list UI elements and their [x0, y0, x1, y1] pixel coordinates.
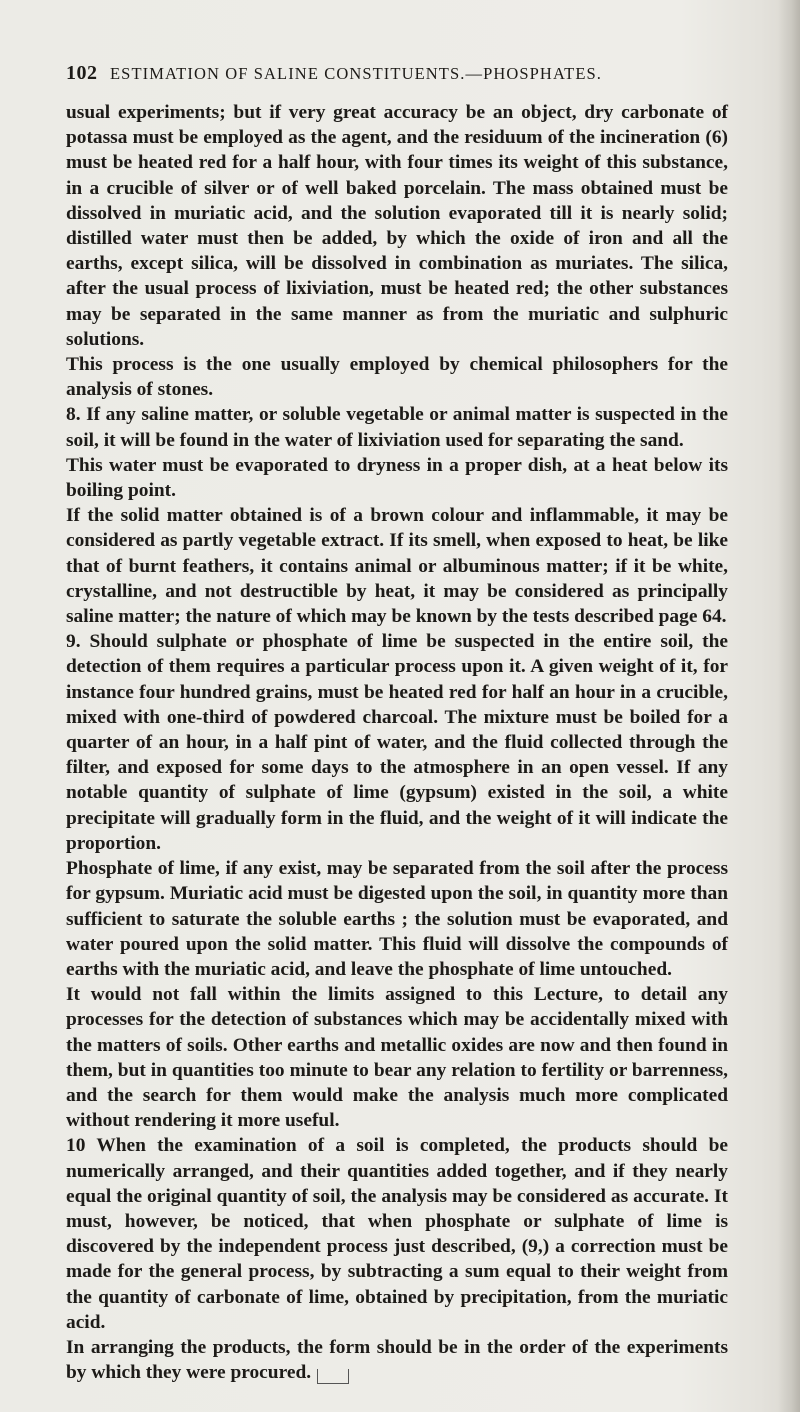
paragraph-8-saline-matter: 8. If any saline matter, or soluble vegetable or animal matter is suspected in the soil, it will be found in the water of lixiviation used for separating the sand.: [66, 404, 728, 451]
page-number: 102: [66, 62, 98, 84]
page-header: [66, 62, 726, 84]
paragraph-9-sulphate-phosphate: 9. Should sulphate or phosphate of lime be suspected in the entire soil, the detection of them requires a particular process upon it. A given weight of it, for instance four hundred grains, must be heated red for half an hour in a crucible, mixed with one-third of powdered charcoal. The mixture must be boiled for a quarter of an hour, in a half pint of water, and the fluid collected through the filter, and exposed for some days to the atmosphere in an open vessel. If any notable quantity of sulphate of lime (gypsum) existed in the soil, a white precipitate will gradually form in the fluid, and the weight of it will indicate the proportion.: [66, 631, 728, 854]
paragraph-stones-analysis: This process is the one usually employed by chemical philosophers for the analysis of stones.: [66, 354, 728, 401]
paragraph-continuation: usual experiments; but if very great accuracy be an object, dry carbonate of potassa must be employed as the agent, and the residuum of the incineration (6) must be heated red for a half hour, with four times its weight of this substance, in a crucible of silver or of well baked porcelain. The mass obtained must be dissolved in muriatic acid, and the solution evaporated till it is nearly solid; distilled water must then be added, by which the oxide of iron and all the earths, except silica, will be dissolved in combination as muriates. The silica, after the usual process of lixiviation, must be heated red; the other substances may be separated in the same manner as from the muriatic and sulphuric solutions.: [66, 102, 728, 350]
paragraph-evaporation: This water must be evaporated to dryness in a proper dish, at a heat below its boiling point.: [66, 454, 728, 502]
paragraph-10-completion: 10 When the examination of a soil is completed, the products should be numerically arranged, and their quantities added together, and if they nearly equal the original quantity of soil, the analysis may be considered as accurate. It must, however, be noticed, that when phosphate or sulphate of lime is discovered by the independent process just described, (9,) a correction must be made for the general process, by subtracting a sum equal to their weight from the quantity of carbonate of lime, obtained by precipitation, from the muriatic acid.: [66, 1135, 728, 1333]
paragraph-lecture-limits: It would not fall within the limits assigned to this Lecture, to detail any processes for the detection of substances which may be accidentally mixed with the matters of soils. Other earths and metallic oxides are now and then found in them, but in quantities too minute to bear any relation to fertility or barrenness, and the search for them would make the analysis much more complicated without rendering it more useful.: [66, 984, 728, 1132]
paragraph-phosphate-of-lime: Phosphate of lime, if any exist, may be separated from the soil after the process for gypsum. Muriatic acid must be digested upon the soil, in quantity more than sufficient to saturate the soluble earths ; the solution must be evaporated, and water poured upon the solid matter. This fluid will dissolve the compounds of earths with the muriatic acid, and leave the phosphate of lime untouched.: [66, 858, 728, 980]
final-paragraph-text: In arranging the products, the form should be in the order of the experiments by which they were procured.: [66, 1336, 728, 1384]
page-edge-shadow: [778, 0, 800, 1412]
paragraph-solid-matter: If the solid matter obtained is of a brown colour and inflammable, it may be considered as partly vegetable extract. If its smell, when exposed to heat, be like that of burnt feathers, it contains animal or albuminous matter; if it be white, crystalline, and not destructible by heat, it may be considered as principally saline matter; the nature of which may be known by the tests described page 64.: [66, 505, 728, 628]
running-title: ESTIMATION OF SALINE CONSTITUENTS.—PHOSPHATES.: [110, 64, 602, 83]
body-text: [66, 100, 728, 1385]
closing-bracket-mark: [317, 1369, 349, 1384]
paragraph-arranging-products: [66, 1335, 728, 1385]
